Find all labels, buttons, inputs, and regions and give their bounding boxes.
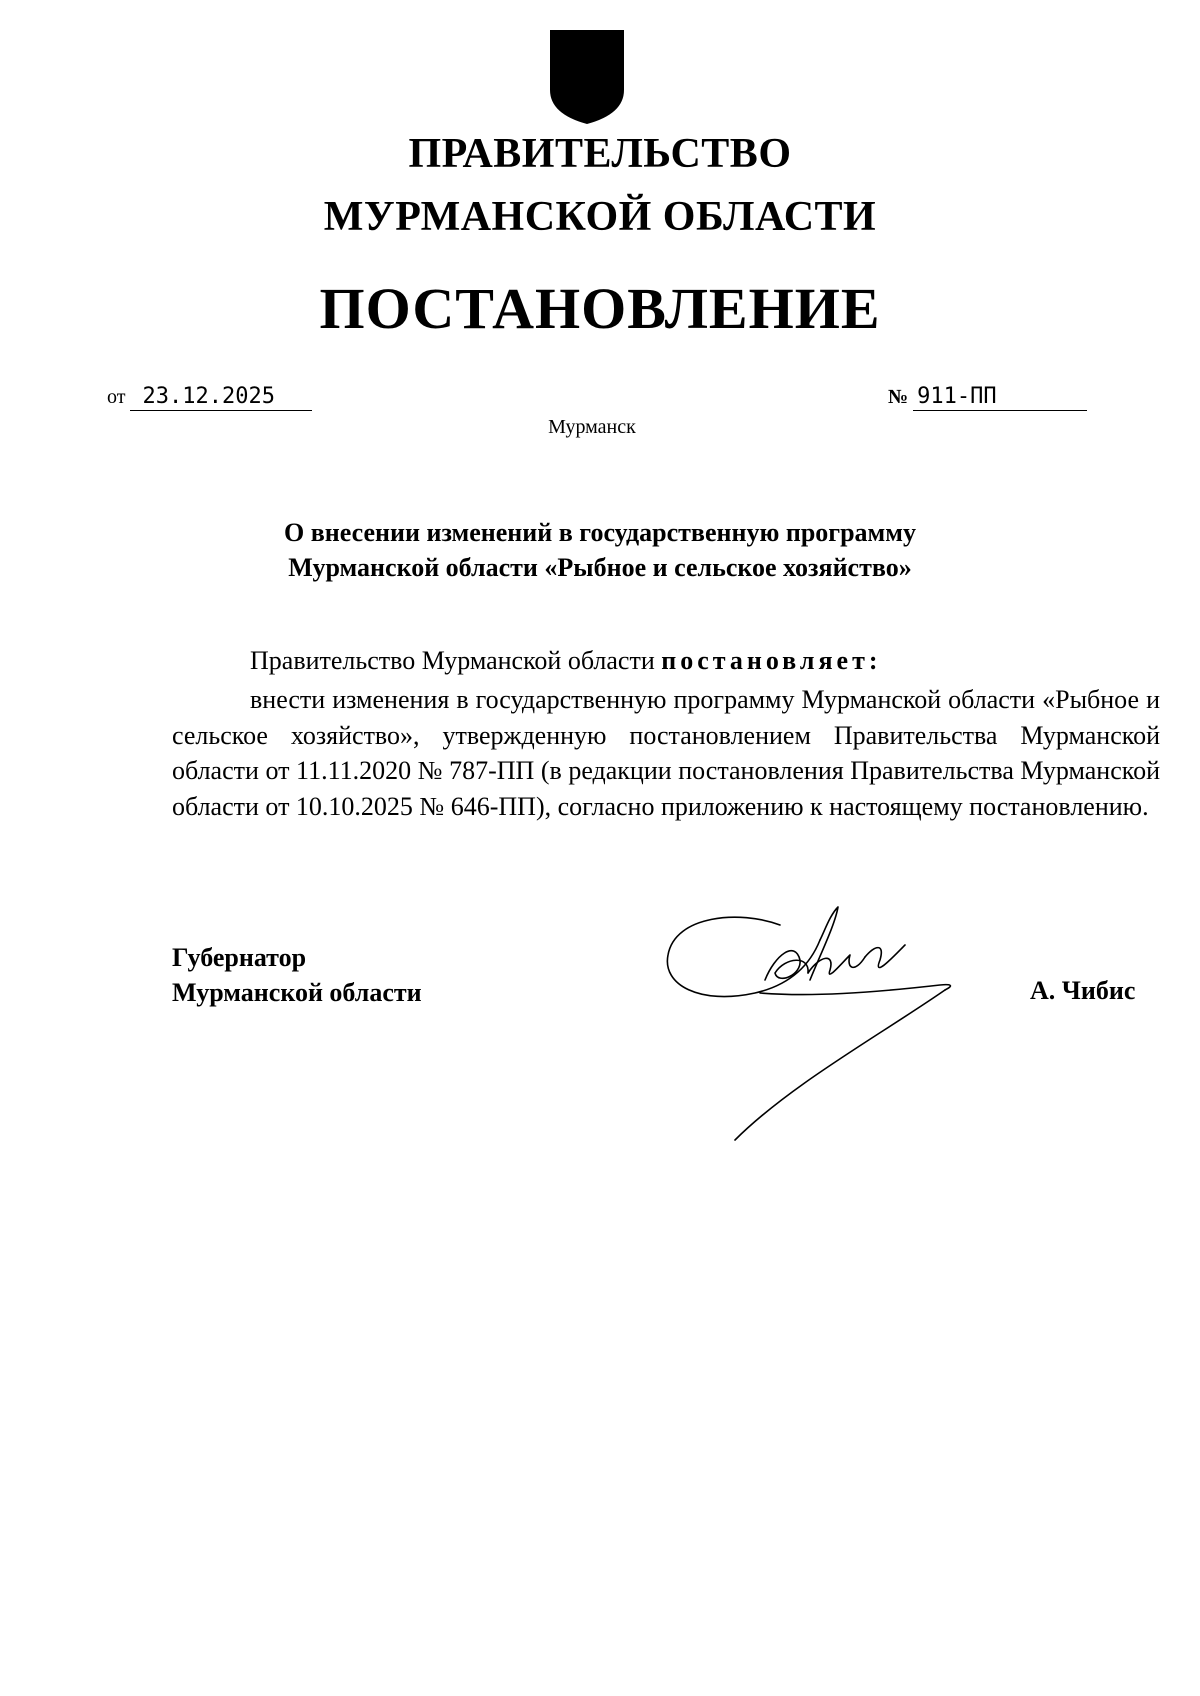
signatory-title-line-1: Губернатор xyxy=(172,943,307,972)
government-title-line-2: МУРМАНСКОЙ ОБЛАСТИ xyxy=(323,194,877,240)
government-title-line-1: ПРАВИТЕЛЬСТВО xyxy=(408,131,792,177)
resolves-line xyxy=(250,646,882,676)
date-value: 23.12.2025 xyxy=(130,384,312,411)
document-subject xyxy=(0,515,1200,585)
subject-line-2: Мурманской области «Рыбное и сельское хозяйство» xyxy=(288,553,912,582)
handwritten-signature-icon xyxy=(660,885,960,1150)
subject-line-1: О внесении изменений в государственную программу xyxy=(284,518,916,547)
number-value: 911-ПП xyxy=(913,384,1087,411)
document-number xyxy=(888,384,1087,411)
coat-of-arms-emblem xyxy=(548,30,626,124)
city-label: Мурманск xyxy=(548,416,636,438)
document-date xyxy=(107,384,312,411)
body-paragraph: внести изменения в государственную программу Мурманской области «Рыбное и сельское хозяйство», утвержденную постановлением Правительства Мурманской области от 11.11.2020 № 787-ПП (в редакции постановления Правительства Мурманской области от 10.10.2025 № 646-ПП), согласно приложению к настоящему постановлению. xyxy=(172,685,1160,821)
document-type-title: ПОСТАНОВЛЕНИЕ xyxy=(319,276,881,341)
signatory-title-line-2: Мурманской области xyxy=(172,978,422,1007)
resolves-word: постановляет: xyxy=(661,646,882,675)
resolves-prefix: Правительство Мурманской области xyxy=(250,646,655,675)
number-prefix: № xyxy=(888,386,909,408)
signatory-name: А. Чибис xyxy=(1030,976,1136,1005)
signatory-title xyxy=(172,940,422,1010)
date-prefix: от xyxy=(107,386,126,408)
